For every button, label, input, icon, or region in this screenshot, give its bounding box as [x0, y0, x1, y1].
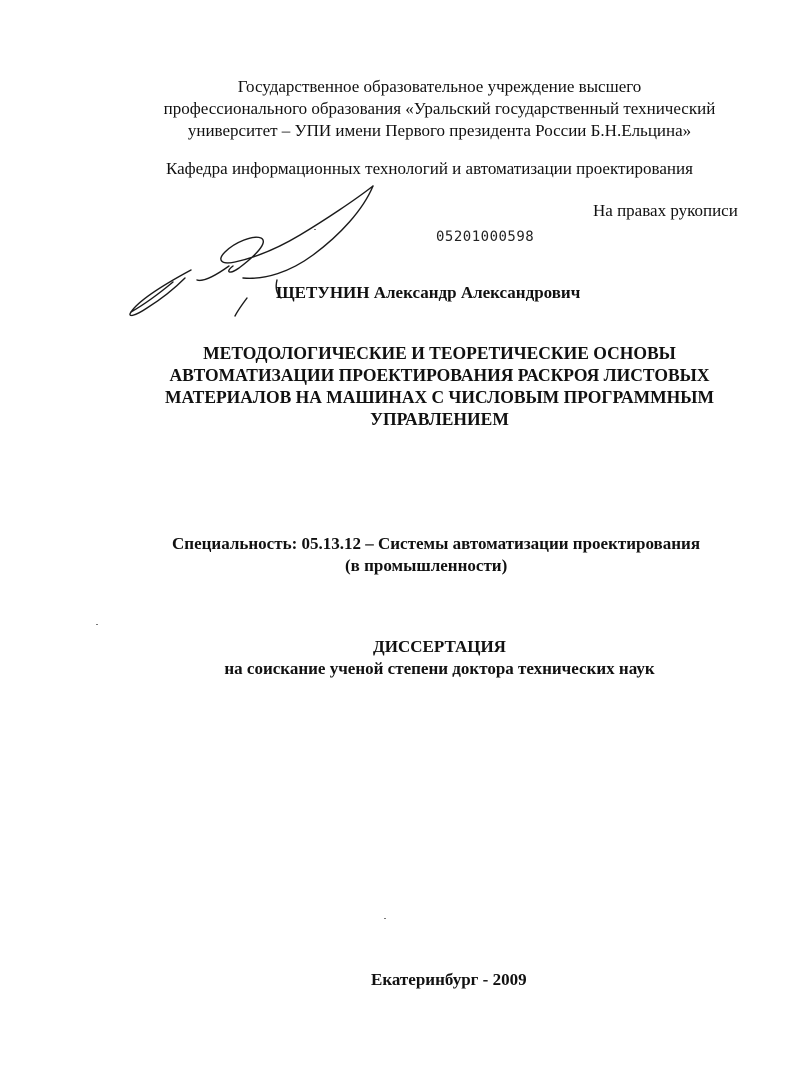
scan-speck [96, 624, 98, 625]
specialty-line-1: Специальность: 05.13.12 – Системы автоматизации проектирования [172, 534, 701, 553]
institution-line-1: Государственное образовательное учреждение высшего [237, 77, 642, 96]
manuscript-note: На правах рукописи [593, 201, 738, 220]
handwritten-signature [125, 180, 385, 330]
title-line-2: АВТОМАТИЗАЦИИ ПРОЕКТИРОВАНИЯ РАСКРОЯ ЛИСТОВЫХ [169, 365, 710, 385]
title-line-4: УПРАВЛЕНИЕМ [370, 409, 509, 429]
document-type-heading: ДИССЕРТАЦИЯ [373, 637, 506, 656]
scan-speck [314, 229, 316, 230]
specialty-line-2: (в промышленности) [345, 556, 508, 575]
city-year: Екатеринбург - 2009 [371, 970, 527, 989]
archive-number: 05201000598 [436, 229, 535, 245]
document-type-subtitle: на соискание ученой степени доктора технических наук [224, 659, 655, 678]
institution-block [0, 76, 799, 142]
scan-speck [384, 918, 386, 919]
author-name: ЩЕТУНИН Александр Александрович [276, 283, 581, 302]
department-name: Кафедра информационных технологий и автоматизации проектирования [166, 159, 693, 178]
document-type-block [0, 636, 799, 680]
title-line-1: МЕТОДОЛОГИЧЕСКИЕ И ТЕОРЕТИЧЕСКИЕ ОСНОВЫ [203, 343, 676, 363]
specialty-block [0, 533, 799, 577]
institution-line-2: профессионального образования «Уральский государственный технический [163, 99, 716, 118]
institution-line-3: университет – УПИ имени Первого президента России Б.Н.Ельцина» [187, 121, 692, 140]
dissertation-title [0, 342, 799, 430]
title-line-3: МАТЕРИАЛОВ НА МАШИНАХ С ЧИСЛОВЫМ ПРОГРАММНЫМ [165, 387, 714, 407]
